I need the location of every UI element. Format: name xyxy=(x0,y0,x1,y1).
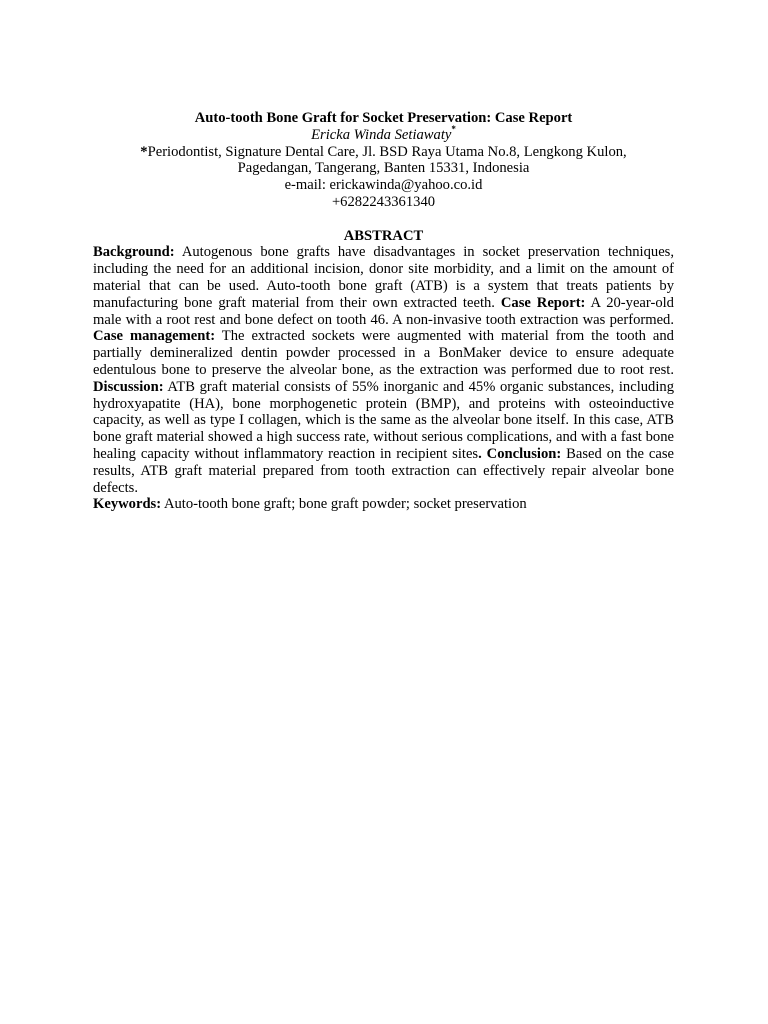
discussion-text: ATB graft material consists of 55% inorganic and 45% organic substances, including hydroxyapatite (HA), bone morphogenetic protein (BMP), and proteins with osteoinductive capacity, as well as type I collagen, which is the same as the alveolar bone itself. In this case, ATB bone graft material showed a high success rate, without serious complications, and with a fast bone healing capacity without inflammatory reaction in recipient sites xyxy=(93,378,674,462)
case-report-text: A 20-year-old male with a root rest and bone defect on tooth 46. A non-invasive tooth extraction was performed. xyxy=(93,294,674,328)
affiliation-text-1: Periodontist, Signature Dental Care, Jl. BSD Raya Utama No.8, Lengkong Kulon, xyxy=(147,143,627,160)
document-page xyxy=(93,110,674,513)
affiliation-mark: * xyxy=(140,143,148,160)
document-header xyxy=(93,110,674,211)
author-name xyxy=(93,123,674,144)
author-footnote-mark: * xyxy=(451,123,456,134)
discussion-label: Discussion: xyxy=(93,378,164,395)
affiliation-line-1 xyxy=(93,144,674,161)
abstract-heading: ABSTRACT xyxy=(343,227,424,244)
keywords-line xyxy=(93,496,674,513)
background-label: Background: xyxy=(93,244,175,261)
paper-title: Auto-tooth Bone Graft for Socket Preservation: Case Report xyxy=(194,110,573,126)
case-management-label: Case management: xyxy=(93,328,216,345)
author-email: e-mail: erickawinda@yahoo.co.id xyxy=(284,177,483,194)
conclusion-text: Based on the case results, ATB graft material prepared from tooth extraction can effectively repair alveolar bone defects. xyxy=(93,445,674,496)
keywords-label: Keywords: xyxy=(93,496,162,513)
case-report-label: Case Report: xyxy=(500,294,586,311)
author-phone: +6282243361340 xyxy=(331,193,436,210)
keywords-text: Auto-tooth bone graft; bone graft powder; socket preservation xyxy=(161,496,527,513)
author-name-text: Ericka Winda Setiawaty xyxy=(311,126,452,143)
background-text: Autogenous bone grafts have disadvantages in socket preservation techniques, including the need for an additional incision, donor site morbidity, and a limit on the amount of material that can be used. Auto-tooth bone graft (ATB) is a system that treats patients by manufacturing bone graft material from their own extracted teeth. xyxy=(93,244,674,311)
abstract-body xyxy=(93,244,674,496)
case-management-text: The extracted sockets were augmented with material from the tooth and partially demineralized dentin powder processed in a BonMaker device to ensure adequate edentulous bone to preserve the alveolar bone, as the extraction was performed due to root rest. xyxy=(93,328,674,378)
affiliation-line-2: Pagedangan, Tangerang, Banten 15331, Indonesia xyxy=(237,160,530,177)
conclusion-label: . Conclusion: xyxy=(478,445,562,462)
